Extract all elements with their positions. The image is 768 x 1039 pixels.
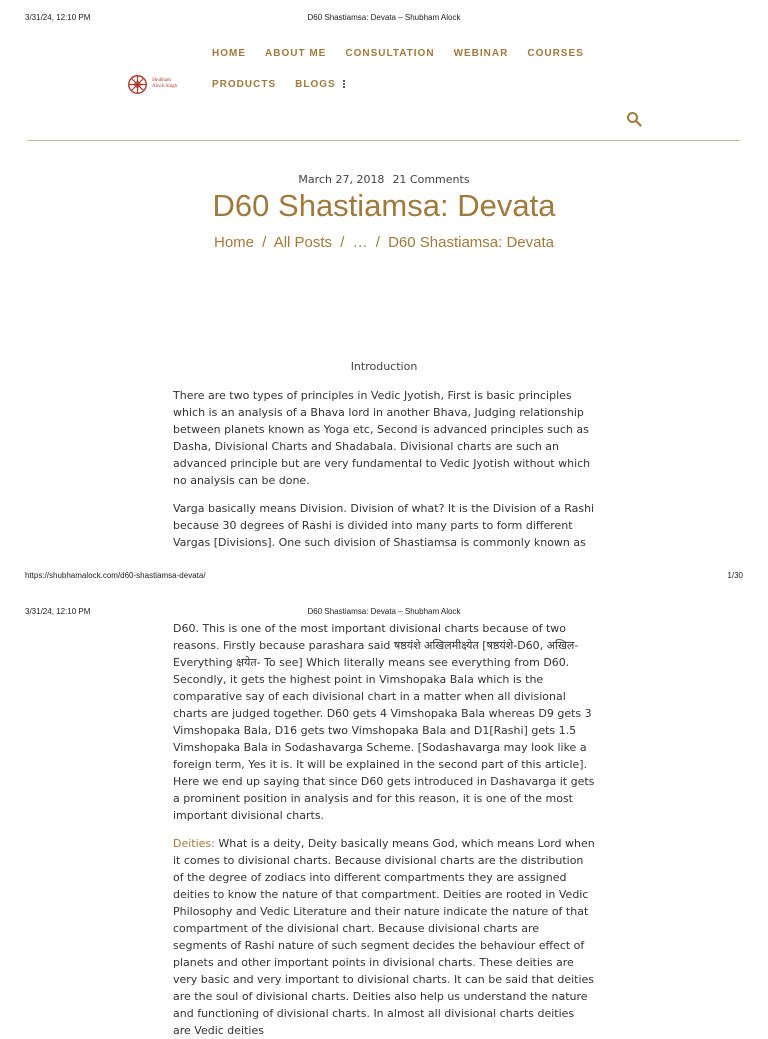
kebab-menu-icon[interactable]: [343, 80, 347, 90]
article-paragraph-1: There are two types of principles in Vedic Jyotish, First is basic principles which is an analysis of a Bhava lord in another Bhava, Judging relationship between planets known as Yoga etc, Second is advanced principles such as Dasha, Divisional Charts and Shadabala. Divisional charts are such an advanced principle but are very fundamental to Vedic Jyotish without which no analysis can be done.: [173, 389, 591, 487]
post-date[interactable]: March 27, 2018: [298, 173, 385, 186]
breadcrumb: [0, 234, 768, 251]
breadcrumb-current: D60 Shastiamsa: Devata: [388, 234, 554, 251]
nav-item-courses[interactable]: COURSES: [527, 48, 584, 59]
print-url: https://shubhamalock.com/d60-shastiamsa-devata/: [25, 571, 206, 580]
breadcrumb-separator: /: [340, 234, 345, 251]
print-page-title: D60 Shastiamsa: Devata – Shubham Alock: [307, 13, 461, 22]
nav-item-home[interactable]: HOME: [212, 48, 246, 59]
page-title: D60 Shastiamsa: Devata: [212, 188, 556, 223]
site-logo[interactable]: [127, 73, 187, 95]
breadcrumb-separator: /: [375, 234, 380, 251]
nav-item-webinar[interactable]: WEBINAR: [453, 48, 509, 59]
article-paragraph-2: Varga basically means Division. Division of what? It is the Division of a Rashi because 30 degrees of Rashi is divided into many parts to form different Vargas [Divisions]. One such division of Shastiamsa is commonly known as: [173, 502, 595, 549]
nav-item-blogs[interactable]: BLOGS: [295, 79, 336, 90]
breadcrumb-home[interactable]: Home: [213, 234, 254, 251]
article-paragraph-3: D60. This is one of the most important divisional charts because of two reasons. Firstly because parashara said षष्ठयंशे अखिलमीक्ष्येत [षष्ठयंशे-D60, अखिल-Everything क्षयेत- To see] Which literally means see everything from D60. Secondly, it gets the highest point in Vimshopaka Bala which is the comparative say of each divisional chart in a matter when all divisional charts are judged together. D60 gets 4 Vimshopaka Bala whereas D9 gets 3 Vimshopaka Bala, D16 gets two Vimshopaka Bala and D1[Rashi] gets 1.5 Vimshopaka Bala in Sodashavarga Scheme. [Sodashavarga may look like a foreign term, Yes it is. It will be explained in the second part of this article]. Here we end up saying that since D60 gets introduced in Dashavarga it gets a prominent position in analysis and for this reason, it is one of the most important divisional charts.: [173, 622, 595, 822]
search-icon[interactable]: [626, 111, 642, 127]
print-page-title: D60 Shastiamsa: Devata – Shubham Alock: [307, 607, 461, 616]
post-meta: [0, 173, 768, 186]
breadcrumb-all-posts[interactable]: All Posts: [273, 234, 333, 251]
print-page-counter: 1/30: [727, 571, 743, 580]
print-datetime: 3/31/24, 12:10 PM: [25, 607, 91, 616]
deities-label: Deities:: [173, 837, 215, 850]
section-heading-introduction: Introduction: [350, 360, 418, 373]
nav-item-products[interactable]: PRODUCTS: [212, 79, 277, 90]
breadcrumb-ellipsis[interactable]: …: [352, 234, 368, 251]
post-comments-link[interactable]: 21 Comments: [392, 173, 470, 186]
logo-line-1: Shubham: [152, 78, 171, 83]
breadcrumb-separator: /: [262, 234, 267, 251]
logo-text: [152, 78, 177, 90]
article-paragraph-4: [173, 835, 595, 1037]
main-nav-row-1: [212, 48, 603, 59]
nav-item-about-me[interactable]: ABOUT ME: [265, 48, 327, 59]
logo-mark-icon: [127, 74, 148, 95]
print-datetime: 3/31/24, 12:10 PM: [25, 13, 91, 22]
main-nav-row-2: [212, 79, 355, 90]
header-divider: [27, 140, 740, 141]
logo-line-2: Alock Singh: [152, 84, 178, 89]
deities-text: What is a deity, Deity basically means God, which means Lord when it comes to divisional charts. Because divisional charts are the distribution of the degree of zodiacs into different compartments they are assigned deities to know the nature of that compartment. Deities are rooted in Vedic Philosophy and Vedic Literature and their nature indicate the nature of that compartment of the divisional chart. Because divisional charts are segments of Rashi nature of such segment decides the behaviour effect of planets and other important points in divisional charts. These deities are very basic and very important to divisional charts. It can be said that deities are the soul of divisional charts. Deities also help us understand the nature and functioning of divisional charts. In almost all divisional charts deities are Vedic deities: [173, 837, 595, 1037]
nav-item-consultation[interactable]: CONSULTATION: [345, 48, 435, 59]
